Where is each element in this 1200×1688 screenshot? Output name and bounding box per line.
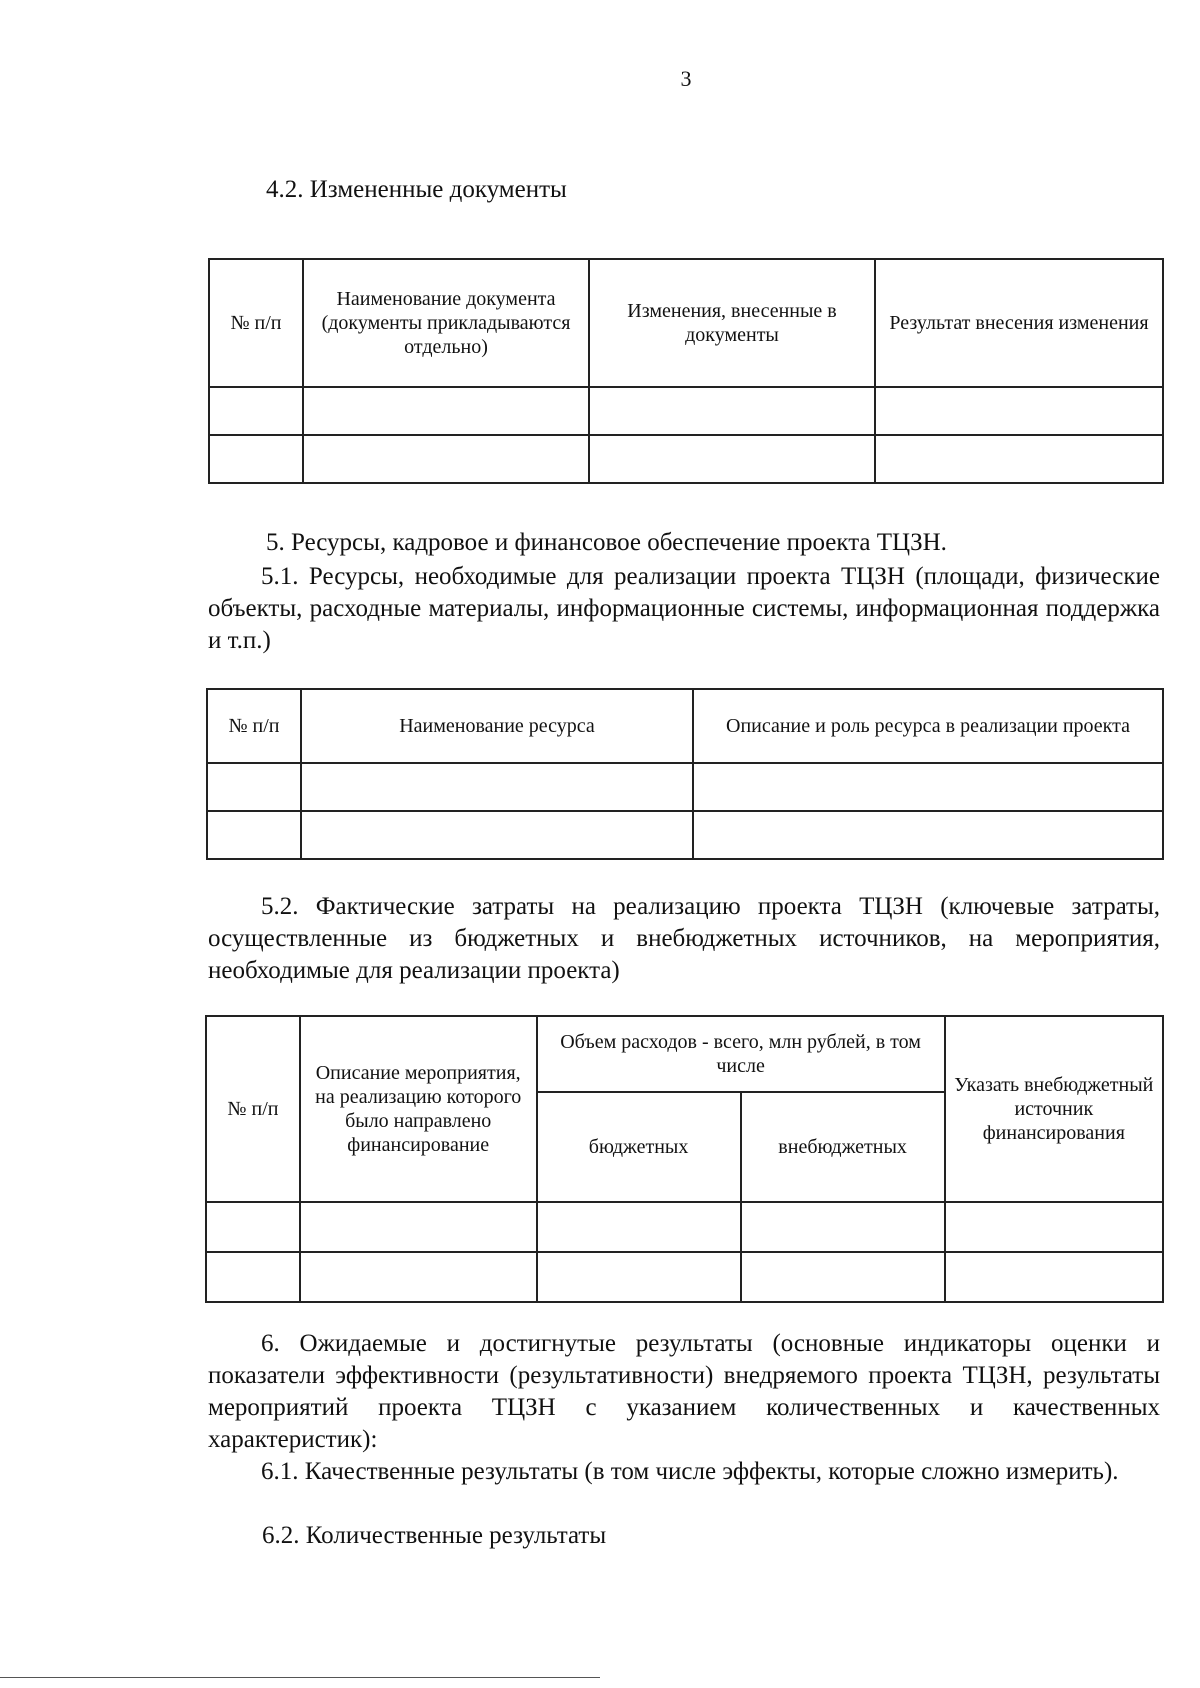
header-cost-volume: Объем расходов - всего, млн рублей, в том числе (537, 1016, 945, 1092)
paragraph-5-2: 5.2. Фактические затраты на реализацию проекта ТЦЗН (ключевые затраты, осуществленные из бюджетных и внебюджетных источников, на мероприятия, необходимые для реализации проекта) (208, 893, 1160, 984)
header-result: Результат внесения изменения (875, 259, 1163, 387)
header-num: № п/п (207, 689, 301, 763)
table-row (207, 763, 1163, 811)
header-extrabudget: внебюджетных (741, 1092, 945, 1202)
footer-rule (0, 1677, 600, 1678)
header-activity-description: Описание мероприятия, на реализацию которого было направлено финансирование (300, 1016, 537, 1202)
header-extra-source: Указать внебюджетный источник финансирования (945, 1016, 1163, 1202)
header-budget: бюджетных (537, 1092, 741, 1202)
table-row (209, 435, 1163, 483)
table-row (206, 1202, 1163, 1252)
header-doc-name: Наименование документа (документы прикладываются отдельно) (303, 259, 589, 387)
header-num: № п/п (209, 259, 303, 387)
header-num: № п/п (206, 1016, 300, 1202)
paragraph-6-1: 6.1. Качественные результаты (в том числе эффекты, которые сложно измерить). (261, 1458, 1119, 1485)
table-row (209, 387, 1163, 435)
paragraph-5-1: 5.1. Ресурсы, необходимые для реализации проекта ТЦЗН (площади, физические объекты, расходные материалы, информационные системы, информационная поддержка и т.п.) (208, 563, 1160, 654)
section-4-2-title: 4.2. Измененные документы (266, 176, 567, 203)
table-row (206, 1252, 1163, 1302)
table-row (207, 811, 1163, 859)
header-resource-role: Описание и роль ресурса в реализации проекта (693, 689, 1163, 763)
resources-table (206, 688, 1164, 860)
page-number: 3 (680, 66, 692, 91)
paragraph-6: 6. Ожидаемые и достигнутые результаты (основные индикаторы оценки и показатели эффективности (результативности) внедряемого проекта ТЦЗН, результаты мероприятий проекта ТЦЗН с указанием количественных и качественных характеристик): (208, 1330, 1160, 1453)
section-5-title: 5. Ресурсы, кадровое и финансовое обеспечение проекта ТЦЗН. (266, 529, 947, 556)
header-resource-name: Наименование ресурса (301, 689, 693, 763)
costs-table (205, 1015, 1164, 1303)
paragraph-6-2: 6.2. Количественные результаты (262, 1522, 607, 1549)
changed-documents-table (208, 258, 1164, 484)
header-changes: Изменения, внесенные в документы (589, 259, 875, 387)
